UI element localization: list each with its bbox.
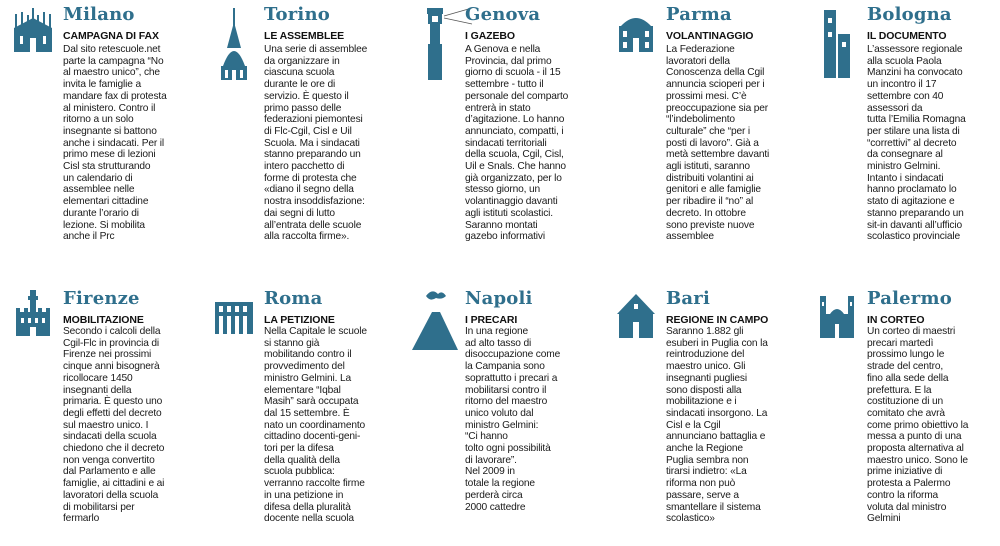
article-body: Saranno 1.882 gli esuberi in Puglia con la reintroduzione del maestro unico. Gli insegnanti pugliesi sono disposti alla mobilitazione e i sindacati insorgono. La Cisl e la Cgil annunciano battaglia e anche la Regione Puglia sembra non tirarsi indietro: «La riforma non può passare, serve a smantellare il sistema scolastico» [666, 326, 768, 525]
city-name: Torino [264, 4, 330, 25]
city-name: Genova [465, 4, 541, 25]
article-headline: IL DOCUMENTO [867, 30, 947, 42]
colosseum-icon [213, 298, 255, 334]
city-name: Roma [264, 288, 323, 309]
city-name: Milano [63, 4, 135, 25]
article-headline: LA PETIZIONE [264, 314, 335, 326]
article-headline: VOLANTINAGGIO [666, 30, 754, 42]
city-name: Bari [666, 288, 710, 309]
article-headline: CAMPAGNA DI FAX [63, 30, 159, 42]
article-headline: REGIONE IN CAMPO [666, 314, 769, 326]
city-name: Palermo [867, 288, 952, 309]
basilica-icon [615, 292, 657, 338]
article-body: A Genova e nella Provincia, dal primo giorno di scuola - il 15 settembre - tutto il personale del comparto entrerà in stato d’agitazione. Lo hanno annunciato, compatti, i sindacati territoriali della scuola, Cgil, Cisl, Uil e Snals. Che hanno già organizzato, per lo stesso giorno, un volantinaggio davanti agli istituti scolastici. Saranno montati gazebo informativi [465, 44, 569, 243]
article-body: L’assessore regionale alla scuola Paola Manzini ha convocato un incontro il 17 settembre con 40 assessori da tutta l’Emilia Romagna per stilare una lista di “correttivi” al decreto da consegnare al ministro Gelmini. Intanto i sindacati hanno proclamato lo stato di agitazione e stanno preparando un sit-in davanti all’ufficio scolastico provinciale [867, 44, 966, 243]
lanterna-lighthouse-icon [414, 6, 456, 80]
article-body: Dal sito retescuole.net parte la campagna “No al maestro unico”, che invita le famiglie a mandare fax di protesta al ministero. Contro il ritorno a un solo insegnante si battono anche i sindacati. Per il primo mese di lezioni Cisl sta strutturando un calendario di assemblee nelle elementari cittadine durante l’orario di lezione. Si mobilita anche il Prc [63, 44, 167, 243]
article-body: Secondo i calcoli della Cgil-Flc in provincia di Firenze nei prossimi cinque anni bisognerà ricollocare 1450 insegnanti della primaria. È questo uno degli effetti del decreto sul maestro unico. I sindacati della scuola chiedono che il decreto non venga convertito dal Parlamento e alle famiglie, ai cittadini e ai lavoratori della scuola di mobilitarsi per fermarlo [63, 326, 165, 525]
article-headline: I GAZEBO [465, 30, 515, 42]
cathedral-towers-icon [816, 292, 858, 338]
article-body: Nella Capitale le scuole si stanno già mobilitando contro il provvedimento del ministro Gelmini. La elementare “Iqbal Masih” sarà occupata dal 15 settembre. È nato un coordinamento cittadino docenti-geni- tori per la difesa della qualità della scuola pubblica: verranno raccolte firme in una petizione in difesa della pluralità docente nella scuola [264, 326, 367, 525]
two-towers-icon [816, 8, 858, 78]
baptistery-icon [615, 6, 657, 52]
article-headline: IN CORTEO [867, 314, 925, 326]
article-body: In una regione ad alto tasso di disoccupazione come la Campania sono soprattutto i precari a mobilitarsi contro il ritorno del maestro unico voluto dal ministro Gelmini: “Ci hanno tolto ogni possibilità di lavorare”. Nel 2009 in totale la regione perderà circa 2000 cattedre [465, 326, 561, 513]
city-name: Napoli [465, 288, 533, 309]
duomo-icon [12, 6, 54, 52]
city-name: Firenze [63, 288, 140, 309]
city-name: Bologna [867, 4, 952, 25]
article-body: La Federazione lavoratori della Conoscenza della Cgil annuncia scioperi per i prossimi mesi. C’è preoccupazione sia per “l’indebolimento culturale” che “per i posti di lavoro”. Già a metà settembre davanti agli istituti, saranno distribuiti volantini ai genitori e alle famiglie per ribadire il “no” al decreto. In ottobre sono previste nuove assemblee [666, 44, 770, 243]
vesuvius-icon [412, 288, 454, 350]
article-headline: LE ASSEMBLEE [264, 30, 345, 42]
article-body: Un corteo di maestri precari martedì prossimo lungo le strade del centro, fino alla sede della prefettura. E la costituzione di un comitato che avrà come primo obiettivo la messa a punto di una proposta alternativa al maestro unico. Sono le prime iniziative di protesta a Palermo contro la riforma voluta dal ministro Gelmini [867, 326, 969, 525]
city-name: Parma [666, 4, 732, 25]
article-body: Una serie di assemblee da organizzare in ciascuna scuola durante le ore di servizio. È questo il primo passo delle federazioni piemontesi di Flc-Cgil, Cisl e Uil Scuola. Ma i sindacati stanno preparando un intero pacchetto di forme di protesta che «diano il segno della nostra insoddisfazione: dai segni di lutto all’entrata delle scuole alla raccolta firme». [264, 44, 368, 243]
mole-antonelliana-icon [213, 8, 255, 80]
article-headline: MOBILITAZIONE [63, 314, 144, 326]
article-headline: I PRECARI [465, 314, 518, 326]
